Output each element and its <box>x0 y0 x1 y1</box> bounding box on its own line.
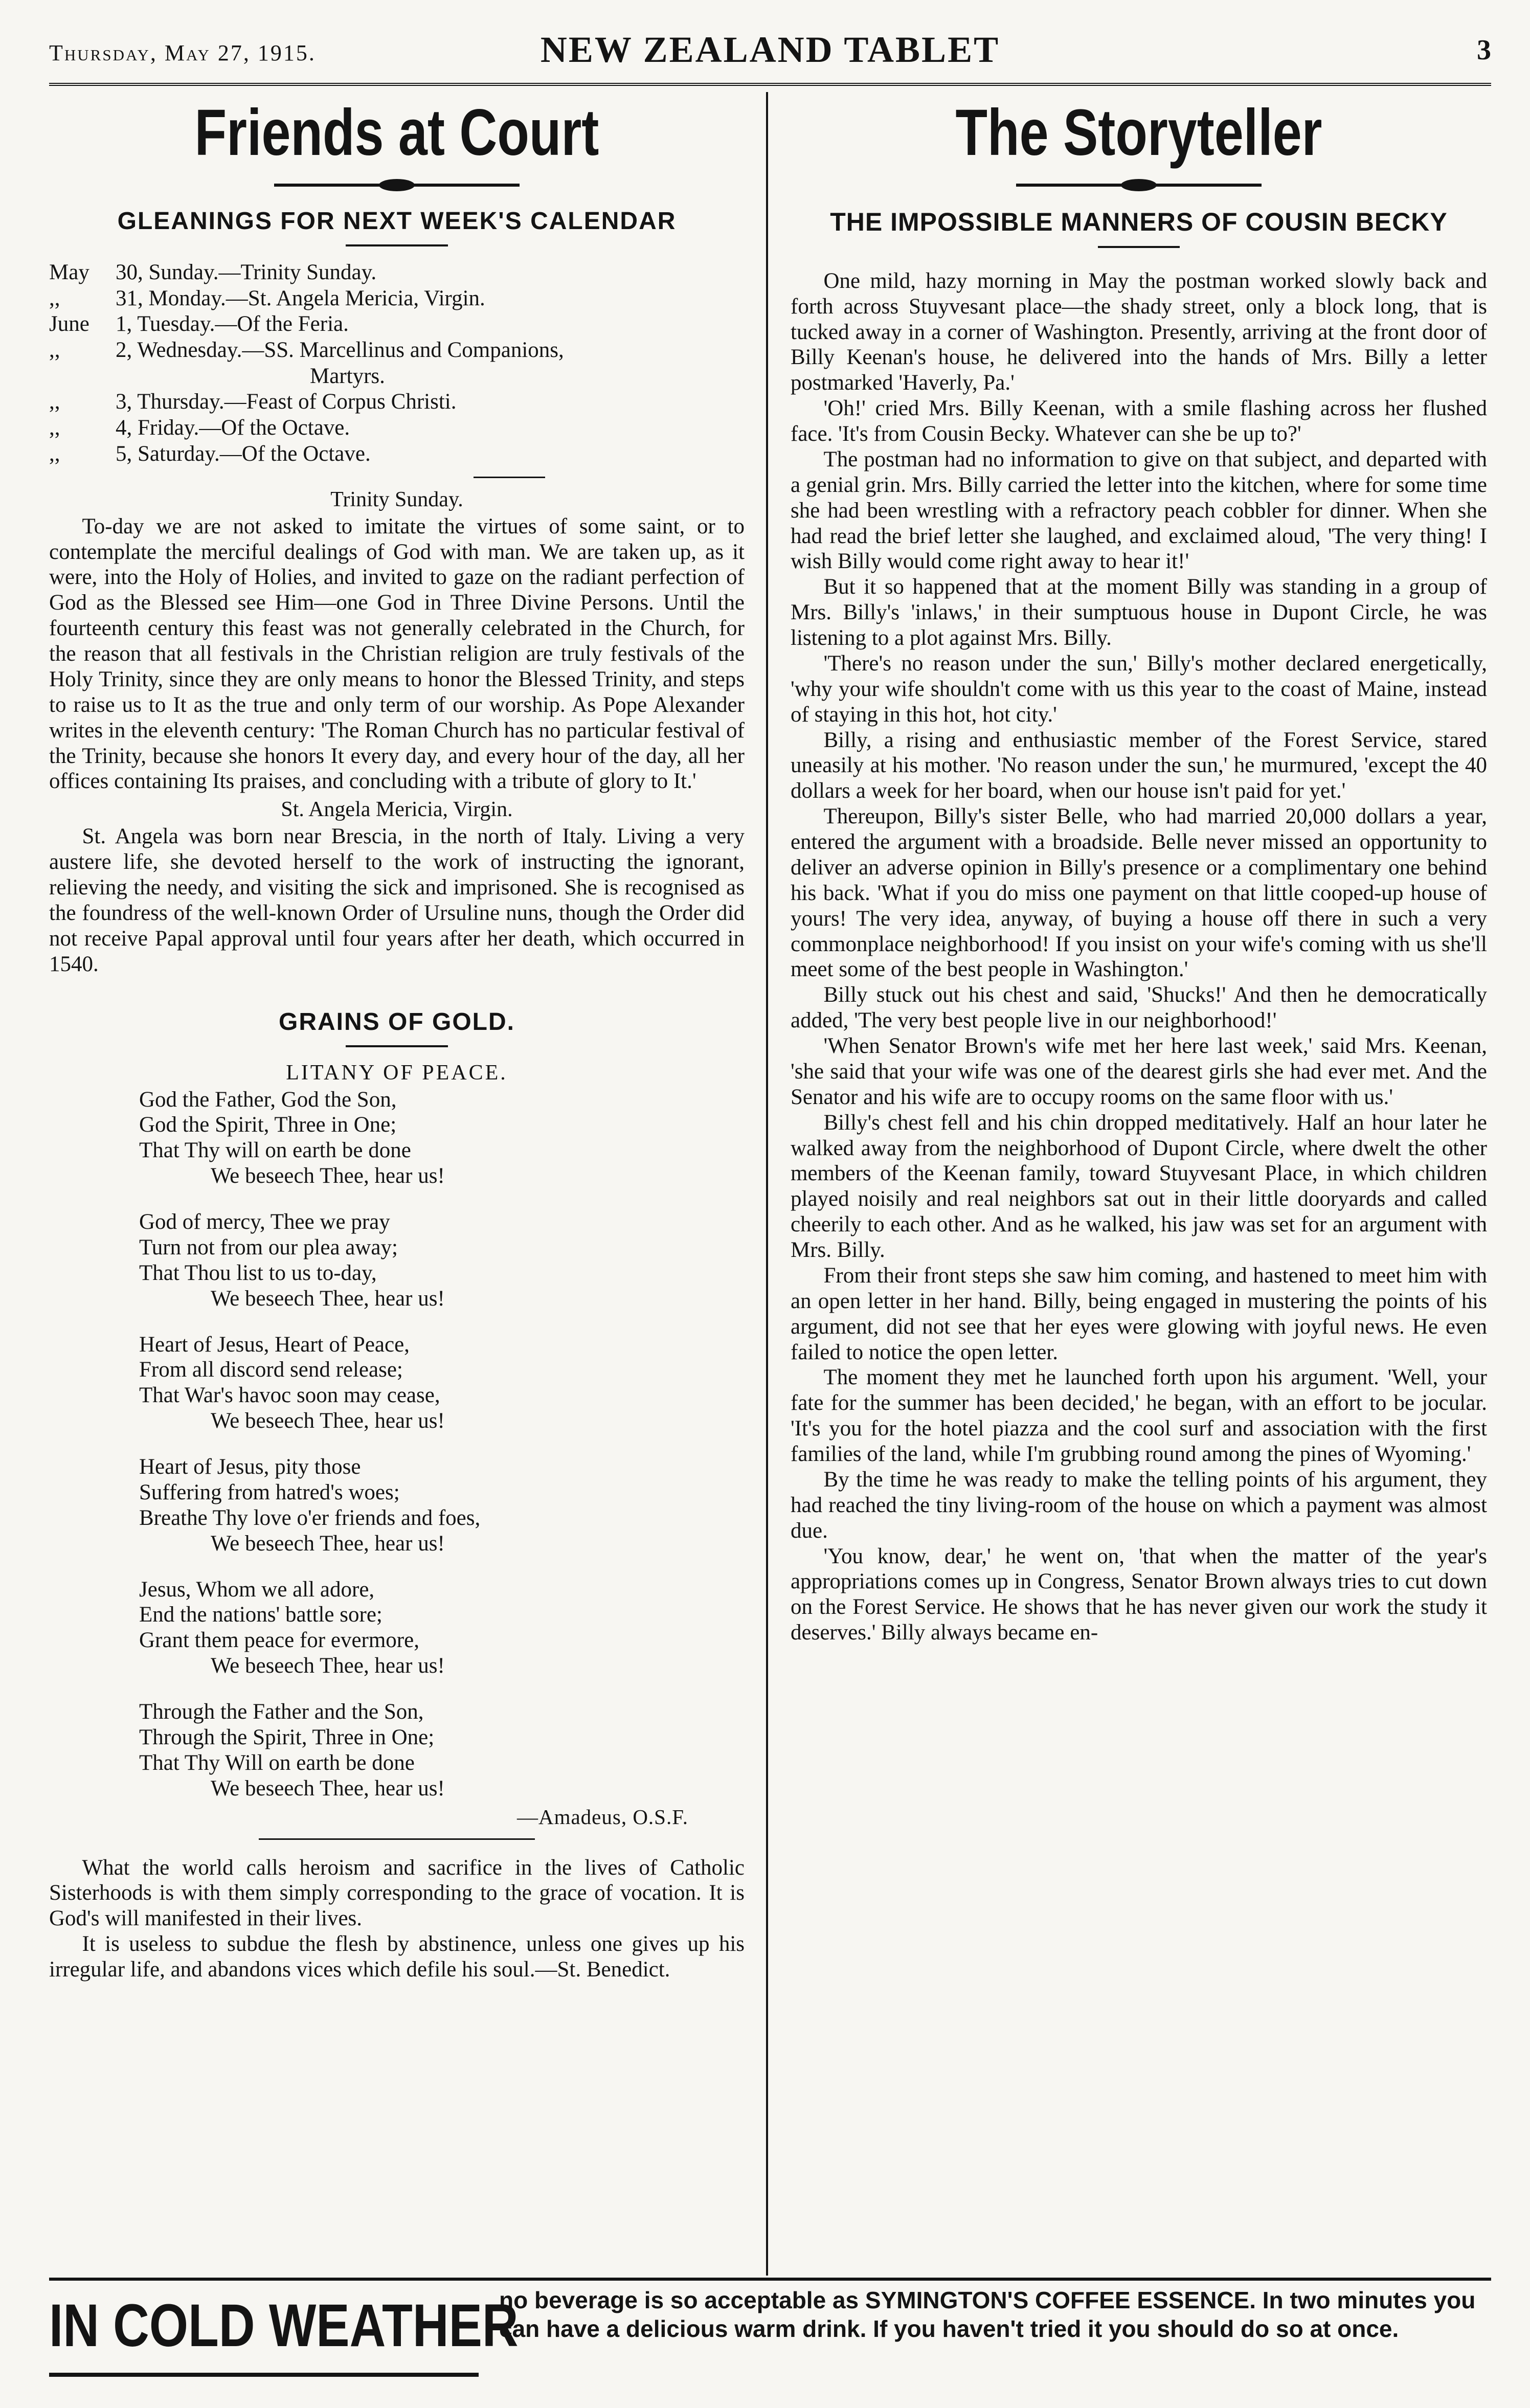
litany-stanza: Heart of Jesus, pity those Suffering from hatred's woes; Breathe Thy love o'er friends and foes, We beseech Thee, hear us! <box>139 1455 481 1556</box>
story-paragraph: 'There's no reason under the sun,' Billy's mother declared energetically, 'why your wife shouldn't come with us this year to the coast of Maine, instead of staying in this hot, hot city.' <box>791 651 1487 727</box>
trinity-subheading: Trinity Sunday. <box>330 487 463 511</box>
calendar-list <box>49 260 745 467</box>
ornament-rule <box>274 184 520 187</box>
advert-rule <box>49 2278 1491 2281</box>
right-column <box>791 97 1487 2270</box>
story-paragraph: Thereupon, Billy's sister Belle, who had married 20,000 dollars a year, entered the argument with a broadside. Belle never missed an opportunity to deliver an adverse opinion in Billy's presence or a complimentary one behind his back. 'What if you do miss one payment on that little cooped-up house of yours! The very idea, anyway, of buying a house off there in such a very commonplace neighborhood! If you insist on your wife's coming with us she'll meet some of the best people in Washington.' <box>791 804 1487 982</box>
calendar-entry: ,, 5, Saturday.—Of the Octave. <box>49 441 371 466</box>
story-paragraph: Billy's chest fell and his chin dropped meditatively. Half an hour later he walked away from the neighborhood of Dupont Circle, where dwelt the other members of the Keenan family, toward Stuyvesant Place, in which children played noisily and real neighbors sat out in their little dooryards and called cheerily to each other. And as he walked, his jaw was set for an argument with Mrs. Billy. <box>791 1110 1487 1263</box>
friends-at-court-heading: Friends at Court <box>194 97 599 169</box>
angela-subheading: St. Angela Mericia, Virgin. <box>281 798 513 822</box>
story-paragraph: 'You know, dear,' he went on, 'that when the matter of the year's appropriations comes up in Congress, Senator Brown always tries to cut down on the Forest Service. He shows that he has never given our work the study it deserves.' Billy always became en- <box>791 1544 1487 1645</box>
litany-stanza: Jesus, Whom we all adore, End the nations' battle sore; Grant them peace for evermore, We beseech Thee, hear us! <box>139 1577 445 1678</box>
story-paragraph: The postman had no information to give on that subject, and departed with a genial grin. Mrs. Billy carried the letter into the kitchen, where for some time she had been wrestling with a refractory peach cobbler for dinner. When she had read the brief letter she laughed, and exclaimed aloud, 'The very thing! I wish Billy would come right away to hear it!' <box>791 447 1487 574</box>
masthead <box>49 27 1491 78</box>
story-paragraph: 'When Senator Brown's wife met her here last week,' said Mrs. Keenan, 'she said that your wife was one of the dearest girls she had ever met. And the Senator and his wife are to occupy rooms on the same floor with us.' <box>791 1034 1487 1109</box>
calendar-entry: ,, 4, Friday.—Of the Octave. <box>49 416 350 440</box>
closing-paragraph: What the world calls heroism and sacrifice in the lives of Catholic Sisterhoods is with them simply corresponding to the grace of vocation. It is God's will manifested in their lives. <box>49 1855 745 1931</box>
story-title: THE IMPOSSIBLE MANNERS OF COUSIN BECKY <box>830 207 1448 236</box>
advert-banner <box>49 2286 1491 2393</box>
section-rule <box>346 244 448 246</box>
litany-stanza: Heart of Jesus, Heart of Peace, From all discord send release; That War's havoc soon may cease, We beseech Thee, hear us! <box>139 1332 445 1433</box>
left-column <box>49 97 745 2270</box>
story-paragraph: By the time he was ready to make the telling points of his argument, they had reached the tiny living-room of the house on which a payment was almost due. <box>791 1467 1487 1543</box>
calendar-entry: ,, 3, Thursday.—Feast of Corpus Christi. <box>49 390 457 414</box>
story-paragraph: 'Oh!' cried Mrs. Billy Keenan, with a smile flashing across her flushed face. 'It's from Cousin Becky. Whatever can she be up to?' <box>791 396 1487 446</box>
story-paragraph: The moment they met he launched forth upon his argument. 'Well, your fate for the summer has been decided,' he began, with an effort to be jocular. 'It's you for the hotel piazza and the cool surf and association with the first families of the land, while I'm grubbing round among the pines of Wyoming.' <box>791 1365 1487 1467</box>
story-paragraph: But it so happened that at the moment Billy was standing in a group of Mrs. Billy's 'inlaws,' in their sumptuous house in Dupont Circle, he was listening to a plot against Mrs. Billy. <box>791 575 1487 650</box>
litany-stanza: Through the Father and the Son, Through the Spirit, Three in One; That Thy Will on earth be done We beseech Thee, hear us! <box>139 1700 445 1801</box>
grains-heading: GRAINS OF GOLD. <box>279 1008 515 1036</box>
story-paragraph: Billy, a rising and enthusiastic member of the Forest Service, stared uneasily at his mother. 'No reason under the sun,' he murmured, 'except the 40 dollars a week for her board, when our house isn't paid for yet.' <box>791 728 1487 803</box>
spacer <box>49 977 745 1008</box>
calendar-entry: ,, 2, Wednesday.—SS. Marcellinus and Companions, <box>49 338 564 362</box>
litany-stanza: God of mercy, Thee we pray Turn not from our plea away; That Thou list to us to-day, We beseech Thee, hear us! <box>139 1210 445 1311</box>
story-paragraph: From their front steps she saw him coming, and hastened to meet him with an open letter in her hand. Billy, being engaged in mustering the points of his argument, did not see that her eyes were glowing with joyful news. He even failed to notice the open letter. <box>791 1263 1487 1364</box>
column-divider <box>766 92 768 2276</box>
calendar-entry: Martyrs. <box>310 364 385 388</box>
storyteller-heading: The Storyteller <box>955 97 1322 169</box>
litany-stanza: God the Father, God the Son, God the Spirit, Three in One; That Thy will on earth be done We beseech Thee, hear us! <box>139 1087 445 1188</box>
story-paragraph: Billy stuck out his chest and said, 'Shucks!' And then he democratically added, 'The very best people live in our neighborhood!' <box>791 983 1487 1033</box>
trinity-paragraph: To-day we are not asked to imitate the virtues of some saint, or to contemplate the merciful dealings of God with man. We are taken up, as it were, into the Holy of Holies, and invited to gaze on the radiant perfection of God as the Blessed see Him—one God in Three Divine Persons. Until the fourteenth century this feast was not generally celebrated in the Church, for the reason that all festivals in the Christian religion are truly festivals of the Holy Trinity, since they are only means to honor the Blessed Trinity, and steps to raise us to It as the true and only term of our worship. As Pope Alexander writes in the eleventh century: 'The Roman Church has no particular festival of the Trinity, because she honors It every day, and every hour of the day, all her offices containing Its praises, and concluding with a tribute of glory to It.' <box>49 514 745 794</box>
newspaper-title: NEW ZEALAND TABLET <box>540 29 1000 70</box>
ornament-rule <box>1016 184 1262 187</box>
advert-underline <box>49 2373 479 2377</box>
section-rule <box>259 1838 535 1840</box>
angela-paragraph: St. Angela was born near Brescia, in the north of Italy. Living a very austere life, she devoted herself to the work of instructing the ignorant, relieving the needy, and visiting the sick and imprisoned. She is recognised as the foundress of the well-known Order of Ursuline nuns, though the Order did not receive Papal approval until four years after her death, which occurred in 1540. <box>49 824 745 976</box>
section-rule <box>1098 246 1180 248</box>
advert-text: no beverage is so acceptable as SYMINGTON'S COFFEE ESSENCE. In two minutes you can have a delicious warm drink. If you haven't tried it you should do so at once. <box>499 2287 1476 2343</box>
calendar-entry: ,, 31, Monday.—St. Angela Mericia, Virgin. <box>49 286 485 310</box>
story-paragraph: One mild, hazy morning in May the postman worked slowly back and forth across Stuyvesant place—the shady street, only a block long, that is tucked away in a corner of Washington. Presently, arriving at the front door of Billy Keenan's house, he delivered into the hands of Mrs. Billy a letter postmarked 'Haverly, Pa.' <box>791 268 1487 395</box>
page-number: 3 <box>1477 34 1491 66</box>
issue-date: Thursday, May 27, 1915. <box>49 40 316 65</box>
litany-signature: —Amadeus, O.S.F. <box>516 1805 688 1829</box>
section-rule <box>474 477 545 478</box>
closing-paragraph: It is useless to subdue the flesh by abstinence, unless one gives up his irregular life, and abandons vices which defile his soul.—St. Benedict. <box>49 1932 745 1982</box>
calendar-entry: June 1, Tuesday.—Of the Feria. <box>49 312 349 336</box>
advert-title: IN COLD WEATHER <box>49 2292 519 2359</box>
litany-title: LITANY OF PEACE. <box>286 1061 508 1085</box>
section-rule <box>346 1045 448 1047</box>
calendar-heading: GLEANINGS FOR NEXT WEEK'S CALENDAR <box>117 207 677 235</box>
masthead-rule <box>49 83 1491 86</box>
calendar-entry: May 30, Sunday.—Trinity Sunday. <box>49 260 377 284</box>
